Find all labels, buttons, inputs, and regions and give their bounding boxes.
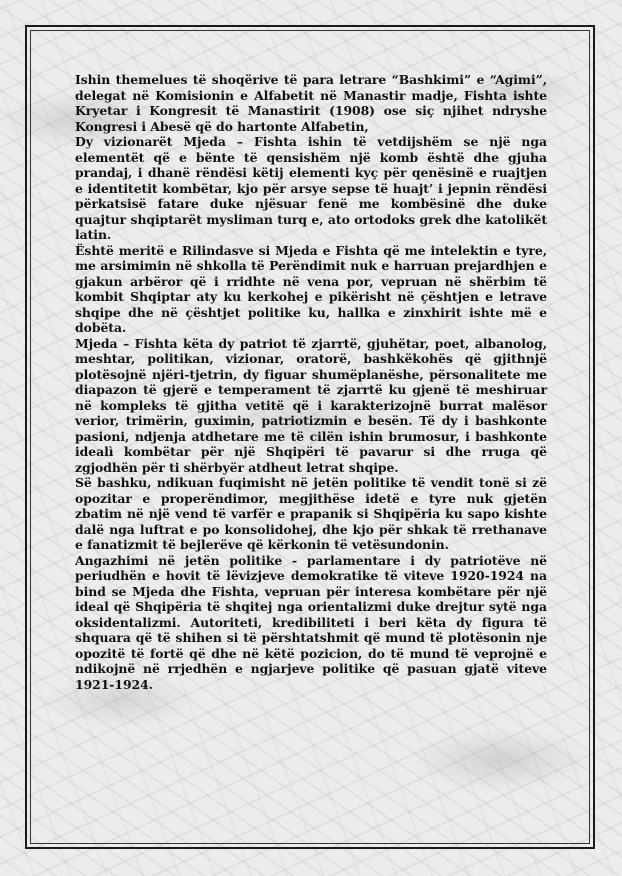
paragraph: Së bashku, ndikuan fuqimisht në jetën politike të vendit tonë si zë opozitar e properëndimor, megjithëse idetë e tyre nuk gjetën zbatim në një vend të varfër e prapanik si Shqipëria ku sapo kishte dalë nga luftrat e po konsolidohej, dhe kjo për shkak të rrethanave e fanatizmit të bejlerëve që kërkonin të vetësundonin. — [75, 475, 547, 552]
document-body — [75, 72, 547, 692]
paragraph: Është meritë e Rilindasve si Mjeda e Fishta që me intelektin e tyre, me arsimimin në shkolla të Perëndimit nuk e harruan prejardhjen e gjakun arbëror që i rridhte në vena por, vepruan në shërbim të kombit Shqiptar aty ku kerkohej e pikërisht në çështjen e letrave shqipe dhe në çështjet politike ku, hallka e zinxhirit ishte më e dobëta. — [75, 242, 547, 335]
paragraph: Ishin themelues të shoqërive të para letrare “Bashkimi” e “Agimi”, delegat në Komisionin e Alfabetit në Manastir madje, Fishta ishte Kryetar i Kongresit të Manastirit (1908) ose siç njihet ndryshe Kongresi i Abesë që do hartonte Alfabetin, — [75, 72, 547, 134]
paragraph: Mjeda – Fishta këta dy patriot të zjarrtë, gjuhëtar, poet, albanolog, meshtar, politikan, vizionar, oratorë, bashkëkohës që gjithnjë plotësojnë njëri-tjetrin, dy figuar shumëplanëshe, përsonalitete me diapazon të gjerë e temperament të zjarrtë ku gjenë të meshiruar në kompleks të gjitha vetitë që i karakterizojnë burrat malësor verior, trimërin, guximin, patriotizmin e besën. Të dy i bashkonte pasioni, ndjenja atdhetare me të cilën ishin brumosur, i bashkonte idealì kombëtar për një Shqipëri të pavarur si dhe rruga që zgjodhën për ti shërbyër atdheut letrat shqipe. — [75, 335, 547, 475]
paragraph: Dy vizionarët Mjeda – Fishta ishin të vetdijshëm se një nga elementët që e bënte të qensishëm një komb është dhe gjuha prandaj, i dhanë rëndësi këtij elementi kyç për qenësinë e ruajtjen e identitetit kombëtar, kjo për arsye sepse të huajt’ i jepnin rëndësi përkatsisë fatare duke njësuar fenë me kombësinë dhe duke quajtur shqiptarët mysliman turq e, ato ortodoks grek dhe katolikët latin. — [75, 134, 547, 242]
paragraph: Angazhimi në jetën politike - parlamentare i dy patriotëve në periudhën e hovit të lëvizjeve demokratike të viteve 1920-1924 na bind se Mjeda dhe Fishta, vepruan për interesa kombëtare për një ideal që Shqipëria të shqitej nga orientalizmi duke drejtur sytë nga oksidentalizmi. Autoriteti, kredibiliteti i beri këta dy figura të shquara që të shihen si të përshtatshmit që mund të plotësonin nje opozitë të fortë që dhe në këtë pozicion, do të mund të veprojnë e ndikojnë në rrjedhën e ngjarjeve politike që pasuan gjatë viteve 1921-1924. — [75, 552, 547, 692]
